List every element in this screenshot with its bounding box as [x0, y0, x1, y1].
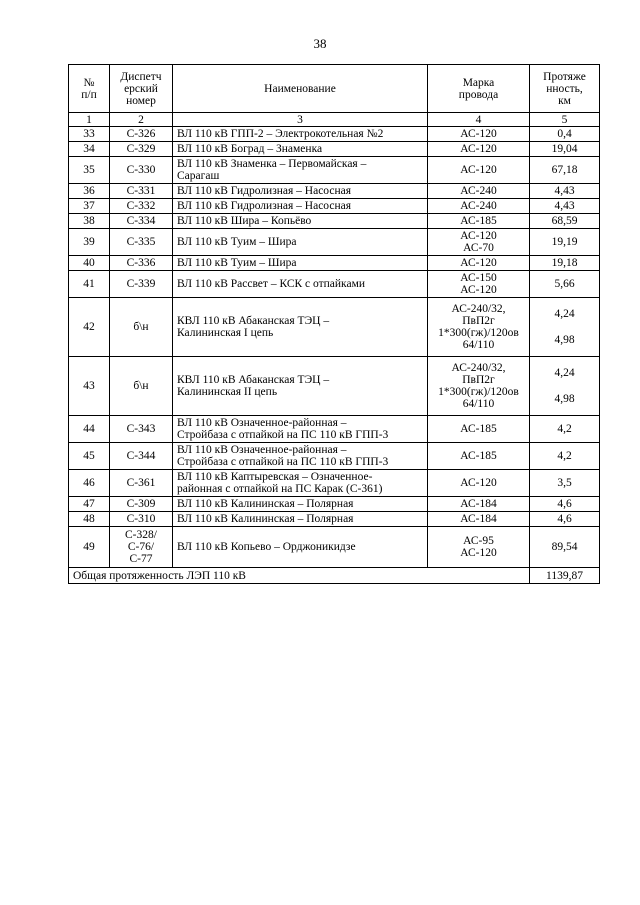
row-name: ВЛ 110 кВ Рассвет – КСК с отпайками	[173, 271, 428, 298]
row-length-top: 4,24	[554, 367, 575, 379]
row-num: 35	[69, 157, 110, 184]
row-name: ВЛ 110 кВ Боград – Знаменка	[173, 142, 428, 157]
header-wire-brand: Марка провода	[428, 65, 530, 113]
row-length-bottom: 4,98	[554, 393, 575, 405]
row-name: ВЛ 110 кВ Знаменка – Первомайская – Сарагаш	[173, 157, 428, 184]
table-row	[69, 512, 600, 527]
table-row	[69, 298, 600, 357]
row-num: 37	[69, 199, 110, 214]
header-num: № п/п	[69, 65, 110, 113]
table-row	[69, 416, 600, 443]
row-wire-brand: АС-240/32, ПвП2г 1*300(гж)/120ов 64/110	[428, 298, 530, 357]
row-wire-brand: АС-95 АС-120	[428, 527, 530, 568]
table-header-row	[69, 65, 600, 113]
row-name: ВЛ 110 кВ Каптыревская – Означенное- районная с отпайкой на ПС Карак (С-361)	[173, 470, 428, 497]
row-dispatch-number: С-328/ С-76/ С-77	[110, 527, 173, 568]
row-wire-brand: АС-185	[428, 416, 530, 443]
row-wire-brand: АС-240	[428, 184, 530, 199]
row-num: 49	[69, 527, 110, 568]
row-wire-brand: АС-185	[428, 443, 530, 470]
row-wire-brand: АС-120	[428, 127, 530, 142]
row-length: 4,2	[530, 443, 600, 470]
row-length-top: 4,24	[554, 308, 575, 320]
row-length: 68,59	[530, 214, 600, 229]
row-wire-brand: АС-120	[428, 142, 530, 157]
total-label: Общая протяженность ЛЭП 110 кВ	[69, 568, 530, 584]
row-name: ВЛ 110 кВ Туим – Шира	[173, 229, 428, 256]
table-row	[69, 184, 600, 199]
row-num: 41	[69, 271, 110, 298]
row-name: ВЛ 110 кВ Калининская – Полярная	[173, 512, 428, 527]
row-name: ВЛ 110 кВ Гидролизная – Насосная	[173, 184, 428, 199]
row-wire-brand: АС-120	[428, 256, 530, 271]
row-num: 48	[69, 512, 110, 527]
row-num: 36	[69, 184, 110, 199]
row-dispatch-number: С-309	[110, 497, 173, 512]
row-wire-brand: АС-185	[428, 214, 530, 229]
row-num: 42	[69, 298, 110, 357]
row-length	[530, 298, 600, 357]
table-row	[69, 527, 600, 568]
row-length: 4,43	[530, 199, 600, 214]
row-dispatch-number: б\н	[110, 357, 173, 416]
table-row	[69, 470, 600, 497]
row-num: 47	[69, 497, 110, 512]
row-name: ВЛ 110 кВ Означенное-районная – Стройбаза с отпайкой на ПС 110 кВ ГПП-3	[173, 443, 428, 470]
row-dispatch-number: С-330	[110, 157, 173, 184]
column-number: 4	[428, 113, 530, 127]
total-value: 1139,87	[530, 568, 600, 584]
table-row	[69, 199, 600, 214]
table-row	[69, 357, 600, 416]
row-num: 43	[69, 357, 110, 416]
table-row	[69, 127, 600, 142]
row-dispatch-number: С-361	[110, 470, 173, 497]
row-name: ВЛ 110 кВ Означенное-районная – Стройбаза с отпайкой на ПС 110 кВ ГПП-3	[173, 416, 428, 443]
table-row	[69, 229, 600, 256]
header-name: Наименование	[173, 65, 428, 113]
row-name: КВЛ 110 кВ Абаканская ТЭЦ – Калининская I цепь	[173, 298, 428, 357]
total-row	[69, 568, 600, 584]
row-length: 4,43	[530, 184, 600, 199]
row-length-bottom: 4,98	[554, 334, 575, 346]
row-dispatch-number: С-331	[110, 184, 173, 199]
row-dispatch-number: С-339	[110, 271, 173, 298]
table-row	[69, 497, 600, 512]
row-length: 4,6	[530, 497, 600, 512]
row-name: ВЛ 110 кВ Шира – Копьёво	[173, 214, 428, 229]
row-length: 19,18	[530, 256, 600, 271]
page-number: 38	[313, 36, 327, 51]
row-wire-brand: АС-120	[428, 470, 530, 497]
power-lines-table	[68, 64, 600, 584]
row-length: 4,2	[530, 416, 600, 443]
column-number: 5	[530, 113, 600, 127]
column-number: 1	[69, 113, 110, 127]
header-length: Протяже нность, км	[530, 65, 600, 113]
row-length: 0,4	[530, 127, 600, 142]
row-name: ВЛ 110 кВ Гидролизная – Насосная	[173, 199, 428, 214]
row-dispatch-number: С-329	[110, 142, 173, 157]
table-row	[69, 443, 600, 470]
row-wire-brand: АС-184	[428, 497, 530, 512]
row-dispatch-number: С-332	[110, 199, 173, 214]
row-wire-brand: АС-120	[428, 157, 530, 184]
row-dispatch-number: С-336	[110, 256, 173, 271]
row-num: 39	[69, 229, 110, 256]
table-row	[69, 271, 600, 298]
column-number: 2	[110, 113, 173, 127]
row-length: 19,04	[530, 142, 600, 157]
row-name: ВЛ 110 кВ Туим – Шира	[173, 256, 428, 271]
column-number-row	[69, 113, 600, 127]
column-number: 3	[173, 113, 428, 127]
row-wire-brand: АС-150 АС-120	[428, 271, 530, 298]
row-name: ВЛ 110 кВ ГПП-2 – Электрокотельная №2	[173, 127, 428, 142]
row-length: 5,66	[530, 271, 600, 298]
row-wire-brand: АС-120 АС-70	[428, 229, 530, 256]
row-dispatch-number: С-335	[110, 229, 173, 256]
row-num: 33	[69, 127, 110, 142]
row-name: ВЛ 110 кВ Калининская – Полярная	[173, 497, 428, 512]
table-row	[69, 157, 600, 184]
row-wire-brand: АС-240/32, ПвП2г 1*300(гж)/120ов 64/110	[428, 357, 530, 416]
table-row	[69, 214, 600, 229]
row-length: 67,18	[530, 157, 600, 184]
row-name: ВЛ 110 кВ Копьево – Орджоникидзе	[173, 527, 428, 568]
row-wire-brand: АС-184	[428, 512, 530, 527]
row-dispatch-number: б\н	[110, 298, 173, 357]
row-length: 4,6	[530, 512, 600, 527]
row-num: 44	[69, 416, 110, 443]
row-dispatch-number: С-326	[110, 127, 173, 142]
table-row	[69, 142, 600, 157]
header-dispatch-number: Диспетч ерский номер	[110, 65, 173, 113]
row-length	[530, 357, 600, 416]
row-length: 19,19	[530, 229, 600, 256]
row-dispatch-number: С-310	[110, 512, 173, 527]
row-wire-brand: АС-240	[428, 199, 530, 214]
row-dispatch-number: С-334	[110, 214, 173, 229]
row-length: 3,5	[530, 470, 600, 497]
row-num: 38	[69, 214, 110, 229]
row-num: 40	[69, 256, 110, 271]
row-dispatch-number: С-344	[110, 443, 173, 470]
row-num: 45	[69, 443, 110, 470]
row-dispatch-number: С-343	[110, 416, 173, 443]
row-name: КВЛ 110 кВ Абаканская ТЭЦ – Калининская II цепь	[173, 357, 428, 416]
row-num: 34	[69, 142, 110, 157]
table-row	[69, 256, 600, 271]
row-num: 46	[69, 470, 110, 497]
row-length: 89,54	[530, 527, 600, 568]
